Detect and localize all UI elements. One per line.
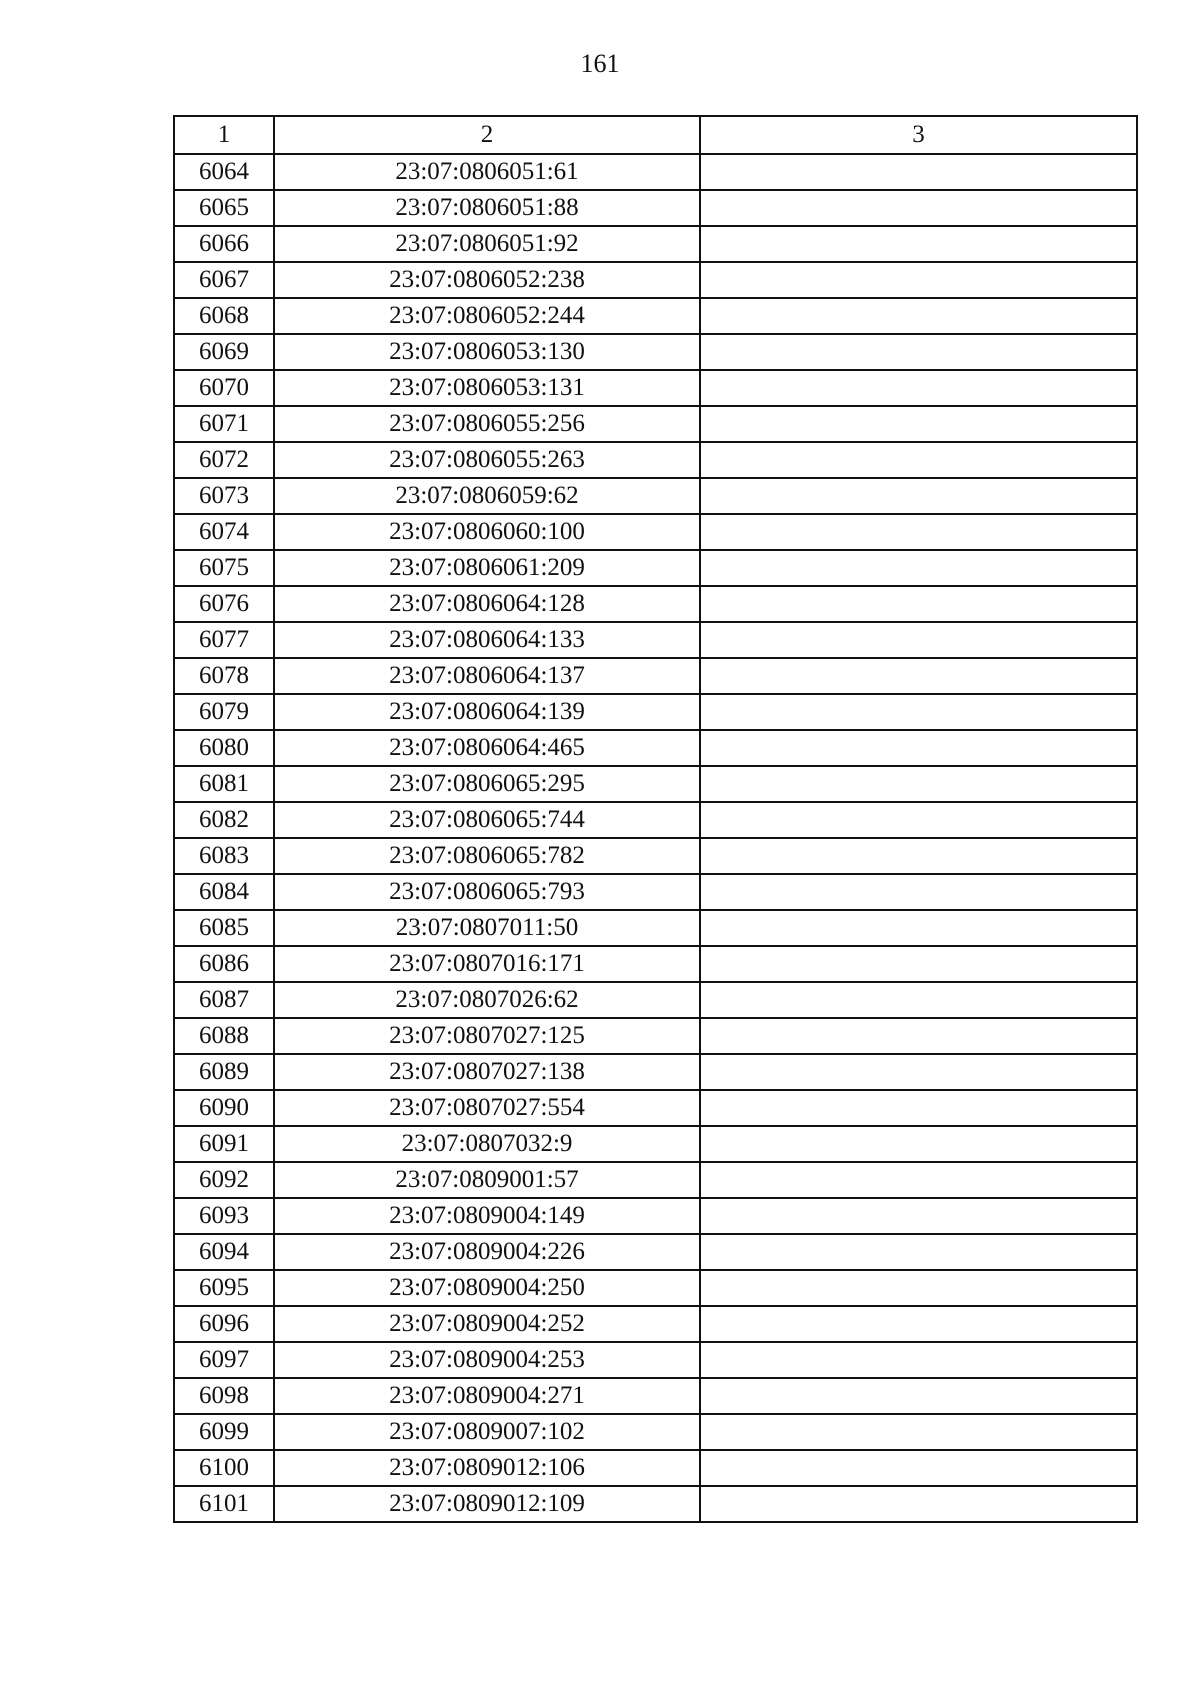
row-number-cell: 6076 bbox=[174, 586, 274, 622]
note-cell bbox=[700, 1234, 1137, 1270]
row-number-cell: 6081 bbox=[174, 766, 274, 802]
table-row bbox=[174, 334, 1137, 370]
note-cell bbox=[700, 586, 1137, 622]
table-row bbox=[174, 1126, 1137, 1162]
note-cell bbox=[700, 1270, 1137, 1306]
row-number-cell: 6097 bbox=[174, 1342, 274, 1378]
cadastral-number-cell: 23:07:0806059:62 bbox=[274, 478, 700, 514]
row-number-cell: 6092 bbox=[174, 1162, 274, 1198]
table-row bbox=[174, 298, 1137, 334]
cadastral-number-cell: 23:07:0809004:250 bbox=[274, 1270, 700, 1306]
row-number-cell: 6070 bbox=[174, 370, 274, 406]
cadastral-number-cell: 23:07:0806060:100 bbox=[274, 514, 700, 550]
row-number-cell: 6077 bbox=[174, 622, 274, 658]
column-header-3: 3 bbox=[700, 116, 1137, 154]
row-number-cell: 6079 bbox=[174, 694, 274, 730]
table-row bbox=[174, 154, 1137, 190]
row-number-cell: 6096 bbox=[174, 1306, 274, 1342]
column-header-2: 2 bbox=[274, 116, 700, 154]
table-row bbox=[174, 766, 1137, 802]
row-number-cell: 6067 bbox=[174, 262, 274, 298]
note-cell bbox=[700, 190, 1137, 226]
note-cell bbox=[700, 622, 1137, 658]
table-row bbox=[174, 1270, 1137, 1306]
cadastral-number-cell: 23:07:0807032:9 bbox=[274, 1126, 700, 1162]
cadastral-number-cell: 23:07:0806065:744 bbox=[274, 802, 700, 838]
note-cell bbox=[700, 1486, 1137, 1522]
table-row bbox=[174, 190, 1137, 226]
note-cell bbox=[700, 514, 1137, 550]
note-cell bbox=[700, 946, 1137, 982]
table-row bbox=[174, 1486, 1137, 1522]
row-number-cell: 6100 bbox=[174, 1450, 274, 1486]
note-cell bbox=[700, 478, 1137, 514]
row-number-cell: 6066 bbox=[174, 226, 274, 262]
row-number-cell: 6095 bbox=[174, 1270, 274, 1306]
note-cell bbox=[700, 1414, 1137, 1450]
cadastral-table bbox=[173, 115, 1138, 1523]
row-number-cell: 6072 bbox=[174, 442, 274, 478]
cadastral-number-cell: 23:07:0809012:109 bbox=[274, 1486, 700, 1522]
table-row bbox=[174, 1306, 1137, 1342]
cadastral-number-cell: 23:07:0806065:295 bbox=[274, 766, 700, 802]
table-row bbox=[174, 514, 1137, 550]
note-cell bbox=[700, 262, 1137, 298]
note-cell bbox=[700, 838, 1137, 874]
cadastral-number-cell: 23:07:0809004:252 bbox=[274, 1306, 700, 1342]
row-number-cell: 6089 bbox=[174, 1054, 274, 1090]
note-cell bbox=[700, 1054, 1137, 1090]
row-number-cell: 6064 bbox=[174, 154, 274, 190]
row-number-cell: 6087 bbox=[174, 982, 274, 1018]
cadastral-number-cell: 23:07:0806061:209 bbox=[274, 550, 700, 586]
note-cell bbox=[700, 730, 1137, 766]
note-cell bbox=[700, 298, 1137, 334]
row-number-cell: 6084 bbox=[174, 874, 274, 910]
cadastral-number-cell: 23:07:0806051:88 bbox=[274, 190, 700, 226]
row-number-cell: 6068 bbox=[174, 298, 274, 334]
note-cell bbox=[700, 442, 1137, 478]
note-cell bbox=[700, 982, 1137, 1018]
row-number-cell: 6085 bbox=[174, 910, 274, 946]
note-cell bbox=[700, 874, 1137, 910]
table-row bbox=[174, 1414, 1137, 1450]
note-cell bbox=[700, 1090, 1137, 1126]
table-row bbox=[174, 478, 1137, 514]
table-row bbox=[174, 658, 1137, 694]
row-number-cell: 6082 bbox=[174, 802, 274, 838]
table-row bbox=[174, 442, 1137, 478]
cadastral-number-cell: 23:07:0809001:57 bbox=[274, 1162, 700, 1198]
note-cell bbox=[700, 766, 1137, 802]
note-cell bbox=[700, 1450, 1137, 1486]
table-row bbox=[174, 1198, 1137, 1234]
page-number: 161 bbox=[580, 49, 620, 78]
cadastral-number-cell: 23:07:0806051:61 bbox=[274, 154, 700, 190]
cadastral-number-cell: 23:07:0807027:554 bbox=[274, 1090, 700, 1126]
row-number-cell: 6098 bbox=[174, 1378, 274, 1414]
table-row bbox=[174, 910, 1137, 946]
row-number-cell: 6073 bbox=[174, 478, 274, 514]
table-row bbox=[174, 1450, 1137, 1486]
note-cell bbox=[700, 1162, 1137, 1198]
cadastral-number-cell: 23:07:0806064:139 bbox=[274, 694, 700, 730]
table-row bbox=[174, 1162, 1137, 1198]
row-number-cell: 6078 bbox=[174, 658, 274, 694]
table-row bbox=[174, 1054, 1137, 1090]
cadastral-number-cell: 23:07:0806051:92 bbox=[274, 226, 700, 262]
note-cell bbox=[700, 334, 1137, 370]
cadastral-number-cell: 23:07:0806053:130 bbox=[274, 334, 700, 370]
row-number-cell: 6090 bbox=[174, 1090, 274, 1126]
table-row bbox=[174, 1342, 1137, 1378]
row-number-cell: 6086 bbox=[174, 946, 274, 982]
header-row bbox=[174, 116, 1137, 154]
cadastral-number-cell: 23:07:0809012:106 bbox=[274, 1450, 700, 1486]
table-row bbox=[174, 874, 1137, 910]
cadastral-number-cell: 23:07:0807027:125 bbox=[274, 1018, 700, 1054]
table-row bbox=[174, 1018, 1137, 1054]
row-number-cell: 6099 bbox=[174, 1414, 274, 1450]
cadastral-number-cell: 23:07:0809004:271 bbox=[274, 1378, 700, 1414]
note-cell bbox=[700, 406, 1137, 442]
table-row bbox=[174, 946, 1137, 982]
row-number-cell: 6074 bbox=[174, 514, 274, 550]
cadastral-number-cell: 23:07:0806055:256 bbox=[274, 406, 700, 442]
table-row bbox=[174, 262, 1137, 298]
row-number-cell: 6080 bbox=[174, 730, 274, 766]
cadastral-number-cell: 23:07:0807011:50 bbox=[274, 910, 700, 946]
note-cell bbox=[700, 694, 1137, 730]
cadastral-number-cell: 23:07:0806065:793 bbox=[274, 874, 700, 910]
note-cell bbox=[700, 550, 1137, 586]
table-row bbox=[174, 406, 1137, 442]
note-cell bbox=[700, 658, 1137, 694]
cadastral-number-cell: 23:07:0807027:138 bbox=[274, 1054, 700, 1090]
row-number-cell: 6101 bbox=[174, 1486, 274, 1522]
column-header-1: 1 bbox=[174, 116, 274, 154]
cadastral-number-cell: 23:07:0806064:133 bbox=[274, 622, 700, 658]
note-cell bbox=[700, 1198, 1137, 1234]
cadastral-number-cell: 23:07:0806065:782 bbox=[274, 838, 700, 874]
note-cell bbox=[700, 370, 1137, 406]
table-row bbox=[174, 1378, 1137, 1414]
note-cell bbox=[700, 1378, 1137, 1414]
table-row bbox=[174, 694, 1137, 730]
row-number-cell: 6069 bbox=[174, 334, 274, 370]
table-row bbox=[174, 586, 1137, 622]
cadastral-number-cell: 23:07:0806052:244 bbox=[274, 298, 700, 334]
table-row bbox=[174, 370, 1137, 406]
table-header bbox=[174, 116, 1137, 154]
note-cell bbox=[700, 154, 1137, 190]
table-row bbox=[174, 802, 1137, 838]
table-row bbox=[174, 1234, 1137, 1270]
table-row bbox=[174, 226, 1137, 262]
table-row bbox=[174, 838, 1137, 874]
note-cell bbox=[700, 1342, 1137, 1378]
row-number-cell: 6093 bbox=[174, 1198, 274, 1234]
note-cell bbox=[700, 1018, 1137, 1054]
table-row bbox=[174, 622, 1137, 658]
cadastral-number-cell: 23:07:0809007:102 bbox=[274, 1414, 700, 1450]
row-number-cell: 6065 bbox=[174, 190, 274, 226]
table-row bbox=[174, 550, 1137, 586]
table-body bbox=[174, 154, 1137, 1522]
note-cell bbox=[700, 910, 1137, 946]
row-number-cell: 6088 bbox=[174, 1018, 274, 1054]
note-cell bbox=[700, 226, 1137, 262]
row-number-cell: 6083 bbox=[174, 838, 274, 874]
cadastral-number-cell: 23:07:0806053:131 bbox=[274, 370, 700, 406]
cadastral-number-cell: 23:07:0806064:128 bbox=[274, 586, 700, 622]
note-cell bbox=[700, 1306, 1137, 1342]
cadastral-number-cell: 23:07:0806064:137 bbox=[274, 658, 700, 694]
cadastral-number-cell: 23:07:0807016:171 bbox=[274, 946, 700, 982]
row-number-cell: 6071 bbox=[174, 406, 274, 442]
note-cell bbox=[700, 802, 1137, 838]
cadastral-number-cell: 23:07:0809004:149 bbox=[274, 1198, 700, 1234]
cadastral-number-cell: 23:07:0809004:253 bbox=[274, 1342, 700, 1378]
note-cell bbox=[700, 1126, 1137, 1162]
row-number-cell: 6091 bbox=[174, 1126, 274, 1162]
cadastral-number-cell: 23:07:0809004:226 bbox=[274, 1234, 700, 1270]
table-row bbox=[174, 982, 1137, 1018]
cadastral-number-cell: 23:07:0806055:263 bbox=[274, 442, 700, 478]
cadastral-number-cell: 23:07:0806052:238 bbox=[274, 262, 700, 298]
row-number-cell: 6094 bbox=[174, 1234, 274, 1270]
row-number-cell: 6075 bbox=[174, 550, 274, 586]
table-row bbox=[174, 1090, 1137, 1126]
table-row bbox=[174, 730, 1137, 766]
cadastral-number-cell: 23:07:0806064:465 bbox=[274, 730, 700, 766]
cadastral-number-cell: 23:07:0807026:62 bbox=[274, 982, 700, 1018]
